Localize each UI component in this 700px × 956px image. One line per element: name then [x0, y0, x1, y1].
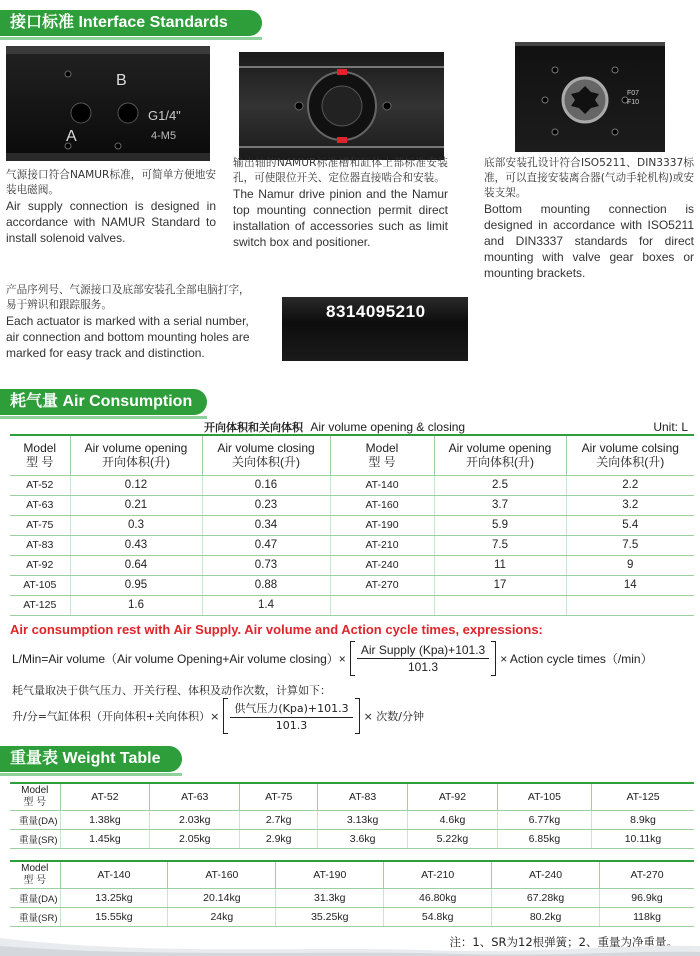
cell-weight-sr: 118kg: [600, 907, 694, 926]
air-table-body: [10, 475, 694, 615]
row-label-sr: 重量(SR): [10, 829, 60, 848]
header-close: Air volume closing 关向体积(升): [202, 435, 330, 475]
table-row: [10, 535, 694, 555]
row-label-sr: 重量(SR): [10, 907, 60, 926]
cell-weight-da: 6.77kg: [497, 810, 591, 829]
fraction-denominator: 101.3: [408, 660, 439, 674]
formula-chinese: [12, 700, 424, 732]
header-model-col: AT-190: [276, 861, 384, 888]
cell-open: 0.3: [70, 515, 202, 535]
text-block-serial: [6, 283, 256, 361]
cell-weight-da: 2.03kg: [150, 810, 240, 829]
cell-open: 3.7: [434, 495, 566, 515]
section-title-interface: 接口标准 Interface Standards: [0, 10, 262, 36]
serial-number: 8314095210: [326, 302, 426, 321]
caption-en: Air volume opening & closing: [310, 420, 466, 434]
header-model-col: AT-125: [591, 783, 694, 810]
pinion-diagram: [239, 52, 444, 160]
cell-close: 0.73: [202, 555, 330, 575]
flange-label-f10: F10: [627, 99, 640, 106]
cell-model: AT-75: [10, 515, 70, 535]
header-model-col: AT-160: [168, 861, 276, 888]
cell-weight-da: 20.14kg: [168, 888, 276, 907]
cell-weight-sr: 6.85kg: [497, 829, 591, 848]
cell-weight-sr: 3.6kg: [318, 829, 408, 848]
cell-model: AT-190: [330, 515, 434, 535]
row-label-da: 重量(DA): [10, 810, 60, 829]
photo-namur-pinion: [239, 52, 444, 160]
cell-weight-da: 1.38kg: [60, 810, 150, 829]
cell-weight-da: 4.6kg: [408, 810, 498, 829]
cell-weight-da: 3.13kg: [318, 810, 408, 829]
header-model-col: AT-75: [240, 783, 318, 810]
cell-weight-da: 13.25kg: [60, 888, 168, 907]
photo-air-connection: [6, 46, 210, 161]
text-block-namur: [233, 156, 448, 250]
formula-left: 升/分=气缸体积（开向体积+关向体积）×: [12, 710, 220, 723]
header-model-col: AT-270: [600, 861, 694, 888]
cell-model: AT-125: [10, 595, 70, 615]
cell-weight-da: 2.7kg: [240, 810, 318, 829]
cell-weight-da: 67.28kg: [492, 888, 600, 907]
cell-close: 1.4: [202, 595, 330, 615]
cell-weight-sr: 24kg: [168, 907, 276, 926]
cell-weight-da: 96.9kg: [600, 888, 694, 907]
flange-label-f07: F07: [627, 90, 640, 97]
cell-model: AT-270: [330, 575, 434, 595]
header-close-2: Air volume colsing 关向体积(升): [566, 435, 694, 475]
cell-weight-sr: 15.55kg: [60, 907, 168, 926]
cell-weight-sr: 2.9kg: [240, 829, 318, 848]
header-model-col: AT-52: [60, 783, 150, 810]
header-model-2: Model 型 号: [330, 435, 434, 475]
bottom-mounting-diagram: [515, 42, 665, 152]
text-en: Bottom mounting connection is designed in accordance with ISO5211 and DIN3337 standards for direct mounting with valve gear boxes or mounting brackets.: [484, 202, 694, 280]
cell-open: 7.5: [434, 535, 566, 555]
cell-model: AT-92: [10, 555, 70, 575]
cell-open: 2.5: [434, 475, 566, 495]
weight-table-1: [10, 782, 694, 849]
formula-desc-zh: 耗气量取决于供气压力、开关行程、体积及动作次数，计算如下：: [12, 684, 331, 697]
cell-open: 1.6: [70, 595, 202, 615]
weight-note: 注：1、SR为12根弹簧；2、重量为净重量。: [449, 935, 678, 949]
cell-close: [566, 595, 694, 615]
cell-weight-da: 46.80kg: [384, 888, 492, 907]
cell-close: 0.23: [202, 495, 330, 515]
text-en: Air supply connection is designed in accordance with NAMUR Standard to install solenoid valves.: [6, 199, 216, 245]
table-row: [10, 475, 694, 495]
row-label-da: 重量(DA): [10, 888, 60, 907]
cell-weight-sr: 1.45kg: [60, 829, 150, 848]
air-connection-diagram: [6, 46, 210, 161]
cell-model: AT-240: [330, 555, 434, 575]
cell-close: 0.34: [202, 515, 330, 535]
header-model-col: AT-92: [408, 783, 498, 810]
header-model-col: AT-83: [318, 783, 408, 810]
port-label-a: A: [66, 128, 77, 145]
header-model-col: AT-63: [150, 783, 240, 810]
header-model: Model 型 号: [10, 861, 60, 888]
cell-close: 0.88: [202, 575, 330, 595]
text-zh: 气源接口符合NAMUR标准，可简单方便地安装电磁阀。: [6, 169, 216, 196]
formula-left: L/Min=Air volume（Air volume Opening+Air volume closing）×: [12, 652, 346, 666]
cell-open: 0.21: [70, 495, 202, 515]
cell-open: 0.12: [70, 475, 202, 495]
text-zh: 输出轴的NAMUR标准槽和缸体上部标准安装孔，可使限位开关、定位器直接啮合和安装。: [233, 157, 448, 184]
cell-open: [434, 595, 566, 615]
screw-label: 4-M5: [151, 130, 177, 142]
cell-weight-da: 31.3kg: [276, 888, 384, 907]
formula-fraction: [350, 643, 496, 674]
cell-model: [330, 595, 434, 615]
fraction-numerator: 供气压力(Kpa)+101.3: [230, 700, 352, 718]
section-title-weight: 重量表 Weight Table: [0, 746, 182, 772]
decorative-wave: [0, 916, 700, 956]
cell-weight-sr: 2.05kg: [150, 829, 240, 848]
cell-weight-da: 8.9kg: [591, 810, 694, 829]
formula-heading: Air consumption rest with Air Supply. Air volume and Action cycle times, expressions:: [10, 622, 543, 637]
table-row: [10, 595, 694, 615]
cell-close: 7.5: [566, 535, 694, 555]
air-consumption-table: [10, 434, 694, 616]
header-model: Model 型 号: [10, 783, 60, 810]
unit-label: Unit: L: [653, 420, 688, 434]
cell-open: 17: [434, 575, 566, 595]
cell-model: AT-140: [330, 475, 434, 495]
cell-model: AT-83: [10, 535, 70, 555]
header-model-col: AT-210: [384, 861, 492, 888]
caption-zh: 开向体积和关向体积: [204, 421, 303, 434]
text-block-air-supply: [6, 168, 216, 246]
cell-close: 0.47: [202, 535, 330, 555]
cell-weight-sr: 54.8kg: [384, 907, 492, 926]
port-label-b: B: [116, 72, 127, 89]
fraction-denominator: 101.3: [275, 719, 308, 732]
cell-close: 3.2: [566, 495, 694, 515]
formula-english: [12, 643, 653, 674]
header-open-2: Air volume opening 开向体积(升): [434, 435, 566, 475]
cell-weight-sr: 10.11kg: [591, 829, 694, 848]
formula-fraction: [223, 700, 359, 732]
header-open: Air volume opening 开向体积(升): [70, 435, 202, 475]
cell-open: 0.43: [70, 535, 202, 555]
photo-bottom-mounting: [515, 42, 665, 152]
text-zh: 产品序列号、气源接口及底部安装孔全部电脑打字，易于辨识和跟踪服务。: [6, 284, 250, 311]
text-block-bottom-mounting: [484, 156, 694, 281]
cell-model: AT-160: [330, 495, 434, 515]
cell-close: 5.4: [566, 515, 694, 535]
cell-weight-sr: 35.25kg: [276, 907, 384, 926]
thread-label: G1/4": [148, 108, 181, 123]
table-row: [10, 515, 694, 535]
fraction-numerator: Air Supply (Kpa)+101.3: [357, 643, 489, 659]
cell-open: 0.95: [70, 575, 202, 595]
cell-model: AT-63: [10, 495, 70, 515]
cell-model: AT-105: [10, 575, 70, 595]
cell-open: 5.9: [434, 515, 566, 535]
header-model-col: AT-240: [492, 861, 600, 888]
header-model-col: AT-105: [497, 783, 591, 810]
cell-close: 9: [566, 555, 694, 575]
text-en: Each actuator is marked with a serial number, air connection and bottom mounting holes are marked for easy track and distinction.: [6, 314, 250, 360]
cell-model: AT-52: [10, 475, 70, 495]
cell-close: 0.16: [202, 475, 330, 495]
table-row: [10, 575, 694, 595]
cell-weight-sr: 80.2kg: [492, 907, 600, 926]
text-en: The Namur drive pinion and the Namur top mounting connection permit direct installation of accessories such as limit switch box and positioner.: [233, 187, 448, 249]
section-title-air: 耗气量 Air Consumption: [0, 389, 207, 415]
photo-serial-number: [282, 297, 468, 361]
cell-open: 11: [434, 555, 566, 575]
cell-weight-sr: 5.22kg: [408, 829, 498, 848]
table-row: [10, 495, 694, 515]
text-zh: 底部安装孔设计符合ISO5211、DIN3337标准，可以直接安装离合器(气动手轮机构)或安装支架。: [484, 157, 694, 199]
air-table-caption: [204, 419, 465, 435]
formula-right: × 次数/分钟: [363, 710, 425, 723]
table-row: [10, 555, 694, 575]
cell-close: 14: [566, 575, 694, 595]
cell-close: 2.2: [566, 475, 694, 495]
cell-model: AT-210: [330, 535, 434, 555]
header-model: Model 型 号: [10, 435, 70, 475]
cell-open: 0.64: [70, 555, 202, 575]
header-model-col: AT-140: [60, 861, 168, 888]
formula-right: × Action cycle times（/min）: [500, 652, 653, 666]
